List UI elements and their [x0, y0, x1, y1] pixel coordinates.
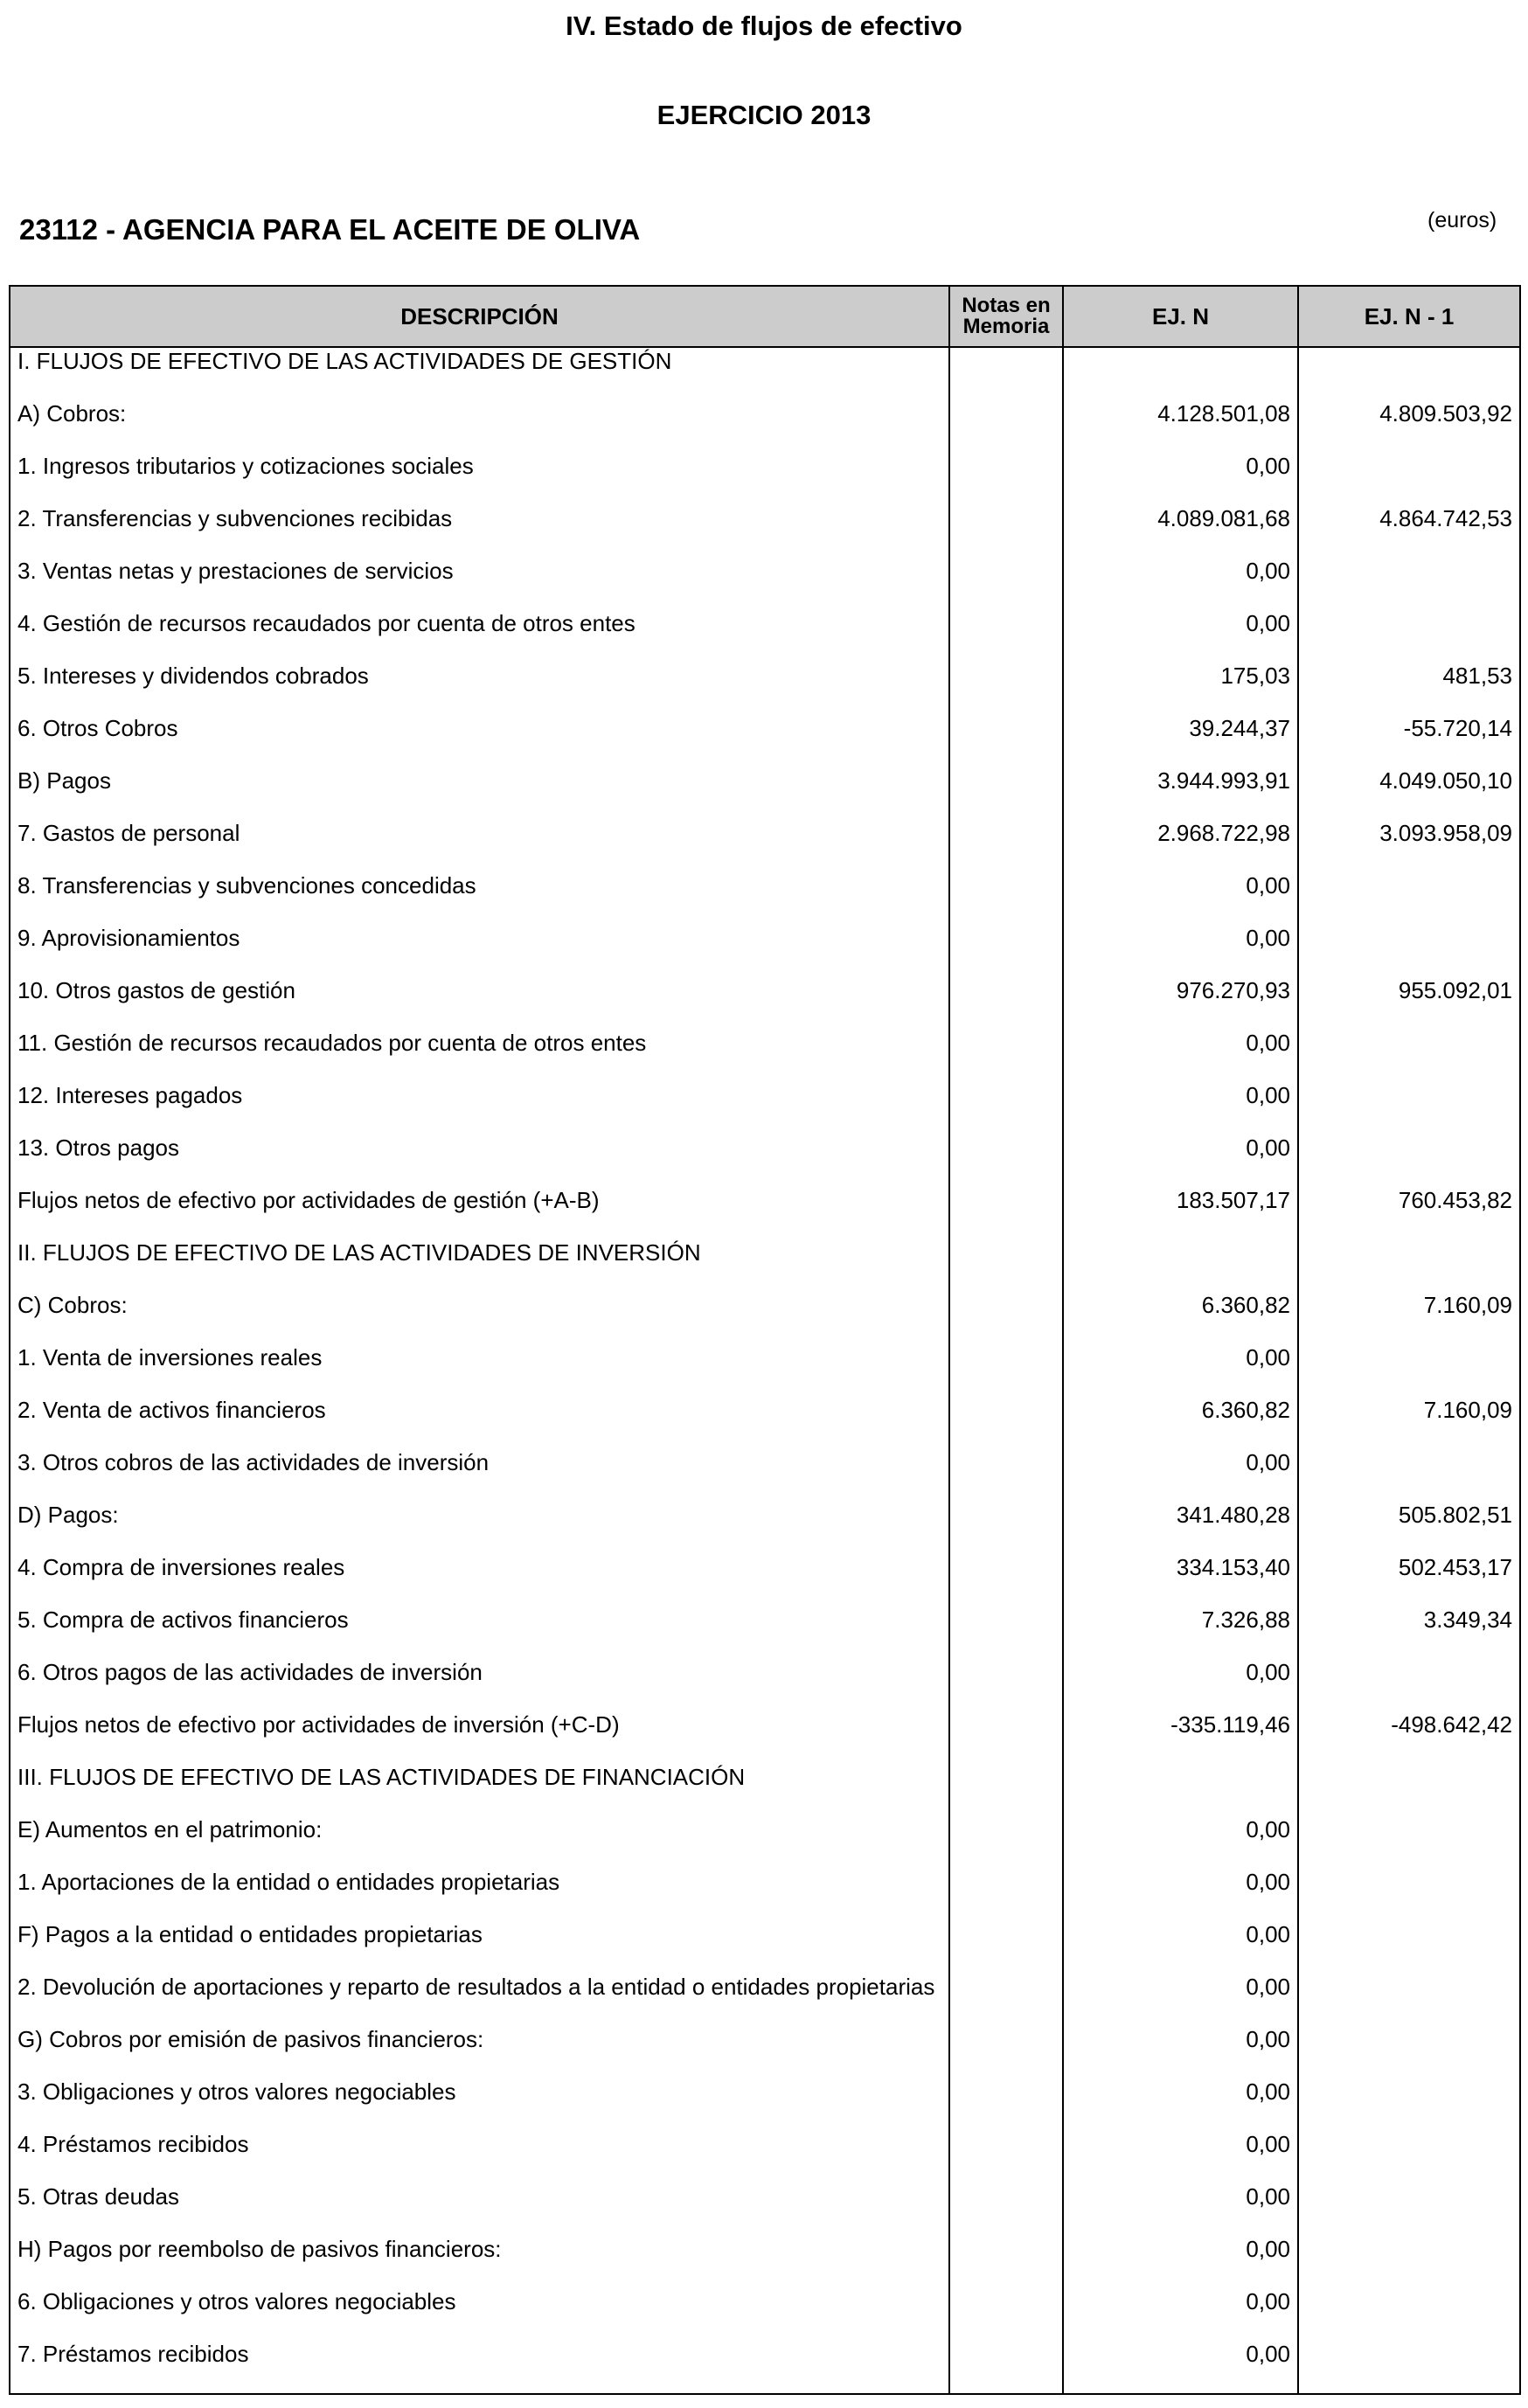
table-row	[10, 1449, 1520, 1502]
row-notes	[949, 2341, 1063, 2394]
row-description: C) Cobros:	[10, 1292, 949, 1344]
fiscal-year-heading: EJERCICIO 2013	[656, 100, 872, 130]
row-value-previous	[1298, 347, 1520, 400]
row-value-current: 0,00	[1063, 2131, 1298, 2183]
table-row	[10, 977, 1520, 1030]
row-value-previous: 502.453,17	[1298, 1554, 1520, 1606]
row-description: 6. Otros Cobros	[10, 715, 949, 767]
row-description: 3. Ventas netas y prestaciones de servicios	[10, 558, 949, 610]
row-value-current: 6.360,82	[1063, 1397, 1298, 1449]
row-value-previous	[1298, 558, 1520, 610]
row-notes	[949, 2078, 1063, 2131]
row-notes	[949, 1606, 1063, 1659]
table-row	[10, 925, 1520, 977]
row-value-current: 0,00	[1063, 925, 1298, 977]
row-notes	[949, 1344, 1063, 1397]
row-value-previous	[1298, 925, 1520, 977]
row-value-previous: 4.049.050,10	[1298, 767, 1520, 820]
table-row	[10, 1554, 1520, 1606]
row-description: 13. Otros pagos	[10, 1135, 949, 1187]
row-value-current: 4.128.501,08	[1063, 400, 1298, 453]
column-header-notes-line1: Notas en	[962, 294, 1051, 317]
row-description: 2. Venta de activos financieros	[10, 1397, 949, 1449]
column-header-current-year: EJ. N	[1063, 286, 1298, 347]
table-row	[10, 1292, 1520, 1344]
table-row	[10, 453, 1520, 505]
row-description: 6. Obligaciones y otros valores negociables	[10, 2288, 949, 2341]
row-value-current	[1063, 1239, 1298, 1292]
row-notes	[949, 2236, 1063, 2288]
row-value-previous	[1298, 2183, 1520, 2236]
row-value-previous	[1298, 1764, 1520, 1816]
table-row	[10, 1502, 1520, 1554]
document-title: IV. Estado de flujos de efectivo	[566, 10, 962, 41]
table-row	[10, 1397, 1520, 1449]
table-row	[10, 1135, 1520, 1187]
row-notes	[949, 1397, 1063, 1449]
row-value-current: 0,00	[1063, 2078, 1298, 2131]
row-value-current: 0,00	[1063, 1816, 1298, 1869]
row-description: 4. Compra de inversiones reales	[10, 1554, 949, 1606]
row-value-previous	[1298, 1974, 1520, 2026]
row-description: H) Pagos por reembolso de pasivos financieros:	[10, 2236, 949, 2288]
row-value-current: 0,00	[1063, 1030, 1298, 1082]
row-value-previous	[1298, 1816, 1520, 1869]
row-value-current	[1063, 347, 1298, 400]
row-notes	[949, 1292, 1063, 1344]
row-notes	[949, 1816, 1063, 1869]
row-description: 5. Intereses y dividendos cobrados	[10, 663, 949, 715]
table-row	[10, 1711, 1520, 1764]
row-notes	[949, 453, 1063, 505]
row-description: 3. Obligaciones y otros valores negociables	[10, 2078, 949, 2131]
row-notes	[949, 347, 1063, 400]
row-value-previous	[1298, 1082, 1520, 1135]
table-row	[10, 1082, 1520, 1135]
row-value-current: -335.119,46	[1063, 1711, 1298, 1764]
row-description: 2. Transferencias y subvenciones recibidas	[10, 505, 949, 558]
row-notes	[949, 767, 1063, 820]
row-value-current: 175,03	[1063, 663, 1298, 715]
row-value-previous	[1298, 1449, 1520, 1502]
table-row	[10, 2078, 1520, 2131]
row-value-previous: 3.349,34	[1298, 1606, 1520, 1659]
row-value-current: 0,00	[1063, 2183, 1298, 2236]
row-description: 7. Gastos de personal	[10, 820, 949, 872]
row-notes	[949, 1921, 1063, 1974]
table-row	[10, 1606, 1520, 1659]
table-row	[10, 2183, 1520, 2236]
row-description: III. FLUJOS DE EFECTIVO DE LAS ACTIVIDADES DE FINANCIACIÓN	[10, 1764, 949, 1816]
row-value-current: 0,00	[1063, 2026, 1298, 2078]
table-header-row	[10, 286, 1520, 347]
row-description: 1. Venta de inversiones reales	[10, 1344, 949, 1397]
row-notes	[949, 925, 1063, 977]
row-notes	[949, 610, 1063, 663]
row-value-previous: 4.809.503,92	[1298, 400, 1520, 453]
row-value-current: 39.244,37	[1063, 715, 1298, 767]
row-description: 12. Intereses pagados	[10, 1082, 949, 1135]
row-description: E) Aumentos en el patrimonio:	[10, 1816, 949, 1869]
row-notes	[949, 663, 1063, 715]
row-notes	[949, 400, 1063, 453]
column-header-notes	[949, 286, 1063, 347]
table-row	[10, 1030, 1520, 1082]
entity-heading: 23112 - AGENCIA PARA EL ACEITE DE OLIVA	[19, 213, 641, 246]
row-value-current: 183.507,17	[1063, 1187, 1298, 1239]
row-notes	[949, 1187, 1063, 1239]
row-notes	[949, 2183, 1063, 2236]
table-row	[10, 820, 1520, 872]
row-value-previous	[1298, 1030, 1520, 1082]
table-row	[10, 872, 1520, 925]
row-value-previous: 3.093.958,09	[1298, 820, 1520, 872]
row-description: B) Pagos	[10, 767, 949, 820]
row-notes	[949, 820, 1063, 872]
row-description: 11. Gestión de recursos recaudados por cuenta de otros entes	[10, 1030, 949, 1082]
row-value-previous	[1298, 453, 1520, 505]
row-value-current: 0,00	[1063, 1869, 1298, 1921]
table-row	[10, 2236, 1520, 2288]
row-description: 4. Préstamos recibidos	[10, 2131, 949, 2183]
row-description: 1. Aportaciones de la entidad o entidades propietarias	[10, 1869, 949, 1921]
row-notes	[949, 1239, 1063, 1292]
row-description: 5. Otras deudas	[10, 2183, 949, 2236]
row-description: 3. Otros cobros de las actividades de inversión	[10, 1449, 949, 1502]
row-value-previous	[1298, 610, 1520, 663]
row-value-previous: 4.864.742,53	[1298, 505, 1520, 558]
row-value-current: 0,00	[1063, 872, 1298, 925]
row-value-previous	[1298, 872, 1520, 925]
row-value-current: 0,00	[1063, 558, 1298, 610]
row-notes	[949, 1082, 1063, 1135]
row-value-previous: 7.160,09	[1298, 1397, 1520, 1449]
row-value-previous	[1298, 1659, 1520, 1711]
row-notes	[949, 505, 1063, 558]
row-value-current: 976.270,93	[1063, 977, 1298, 1030]
row-description: I. FLUJOS DE EFECTIVO DE LAS ACTIVIDADES DE GESTIÓN	[10, 347, 949, 400]
table-row	[10, 1764, 1520, 1816]
row-description: 7. Préstamos recibidos	[10, 2341, 949, 2394]
table-row	[10, 400, 1520, 453]
row-description: 9. Aprovisionamientos	[10, 925, 949, 977]
row-notes	[949, 1449, 1063, 1502]
row-value-previous	[1298, 1344, 1520, 1397]
row-value-current: 0,00	[1063, 1344, 1298, 1397]
row-value-previous	[1298, 1869, 1520, 1921]
column-header-notes-line2: Memoria	[962, 315, 1050, 338]
row-value-current: 7.326,88	[1063, 1606, 1298, 1659]
row-value-previous	[1298, 1135, 1520, 1187]
row-notes	[949, 1711, 1063, 1764]
row-value-current: 0,00	[1063, 2288, 1298, 2341]
row-value-previous	[1298, 2078, 1520, 2131]
row-value-previous	[1298, 2236, 1520, 2288]
table-body	[10, 347, 1520, 2394]
table-row	[10, 2288, 1520, 2341]
row-value-previous: 481,53	[1298, 663, 1520, 715]
row-value-previous: 955.092,01	[1298, 977, 1520, 1030]
table-row	[10, 2341, 1520, 2394]
table-row	[10, 1344, 1520, 1397]
row-value-current: 0,00	[1063, 1974, 1298, 2026]
row-notes	[949, 1502, 1063, 1554]
row-description: 6. Otros pagos de las actividades de inversión	[10, 1659, 949, 1711]
table-row	[10, 1187, 1520, 1239]
table-row	[10, 1921, 1520, 1974]
row-value-previous	[1298, 2288, 1520, 2341]
row-value-current: 2.968.722,98	[1063, 820, 1298, 872]
table-row	[10, 610, 1520, 663]
row-value-current: 0,00	[1063, 2341, 1298, 2394]
table-row	[10, 558, 1520, 610]
row-notes	[949, 1659, 1063, 1711]
row-notes	[949, 1869, 1063, 1921]
currency-units: (euros)	[1427, 208, 1497, 232]
row-notes	[949, 1554, 1063, 1606]
row-description: 8. Transferencias y subvenciones concedidas	[10, 872, 949, 925]
row-description: F) Pagos a la entidad o entidades propietarias	[10, 1921, 949, 1974]
table-row	[10, 1239, 1520, 1292]
table-row	[10, 1816, 1520, 1869]
row-notes	[949, 2026, 1063, 2078]
row-value-previous	[1298, 2341, 1520, 2394]
row-value-current: 4.089.081,68	[1063, 505, 1298, 558]
table-row	[10, 2026, 1520, 2078]
row-description: A) Cobros:	[10, 400, 949, 453]
row-value-current: 334.153,40	[1063, 1554, 1298, 1606]
row-value-previous: 7.160,09	[1298, 1292, 1520, 1344]
table-row	[10, 1974, 1520, 2026]
row-notes	[949, 2131, 1063, 2183]
table-row	[10, 505, 1520, 558]
column-header-description: DESCRIPCIÓN	[10, 286, 949, 347]
row-notes	[949, 1764, 1063, 1816]
table-row	[10, 767, 1520, 820]
row-value-previous	[1298, 1921, 1520, 1974]
row-notes	[949, 558, 1063, 610]
row-value-current: 0,00	[1063, 1082, 1298, 1135]
row-value-current: 0,00	[1063, 1449, 1298, 1502]
row-notes	[949, 715, 1063, 767]
row-value-previous: -498.642,42	[1298, 1711, 1520, 1764]
row-description: 4. Gestión de recursos recaudados por cuenta de otros entes	[10, 610, 949, 663]
row-value-current: 0,00	[1063, 453, 1298, 505]
row-value-current: 0,00	[1063, 610, 1298, 663]
row-notes	[949, 1974, 1063, 2026]
row-description: 2. Devolución de aportaciones y reparto de resultados a la entidad o entidades propietarias	[10, 1974, 949, 2026]
row-value-previous	[1298, 1239, 1520, 1292]
row-description: Flujos netos de efectivo por actividades de inversión (+C-D)	[10, 1711, 949, 1764]
row-value-current: 0,00	[1063, 1659, 1298, 1711]
row-description: 10. Otros gastos de gestión	[10, 977, 949, 1030]
row-description: Flujos netos de efectivo por actividades de gestión (+A-B)	[10, 1187, 949, 1239]
row-value-current: 0,00	[1063, 1135, 1298, 1187]
row-value-previous	[1298, 2026, 1520, 2078]
row-value-current: 3.944.993,91	[1063, 767, 1298, 820]
row-notes	[949, 1135, 1063, 1187]
table-row	[10, 347, 1520, 400]
row-value-previous: 760.453,82	[1298, 1187, 1520, 1239]
table-row	[10, 2131, 1520, 2183]
row-description: G) Cobros por emisión de pasivos financieros:	[10, 2026, 949, 2078]
row-value-current: 0,00	[1063, 2236, 1298, 2288]
table-row	[10, 1869, 1520, 1921]
table-row	[10, 1659, 1520, 1711]
row-value-previous: 505.802,51	[1298, 1502, 1520, 1554]
row-value-current	[1063, 1764, 1298, 1816]
row-value-current: 6.360,82	[1063, 1292, 1298, 1344]
row-value-previous: -55.720,14	[1298, 715, 1520, 767]
row-value-current: 0,00	[1063, 1921, 1298, 1974]
table-row	[10, 663, 1520, 715]
row-description: II. FLUJOS DE EFECTIVO DE LAS ACTIVIDADES DE INVERSIÓN	[10, 1239, 949, 1292]
row-description: 5. Compra de activos financieros	[10, 1606, 949, 1659]
row-notes	[949, 872, 1063, 925]
row-description: D) Pagos:	[10, 1502, 949, 1554]
row-notes	[949, 2288, 1063, 2341]
row-notes	[949, 977, 1063, 1030]
column-header-previous-year: EJ. N - 1	[1298, 286, 1520, 347]
cash-flow-table	[9, 285, 1521, 2395]
table-row	[10, 715, 1520, 767]
row-notes	[949, 1030, 1063, 1082]
row-value-current: 341.480,28	[1063, 1502, 1298, 1554]
row-description: 1. Ingresos tributarios y cotizaciones sociales	[10, 453, 949, 505]
row-value-previous	[1298, 2131, 1520, 2183]
